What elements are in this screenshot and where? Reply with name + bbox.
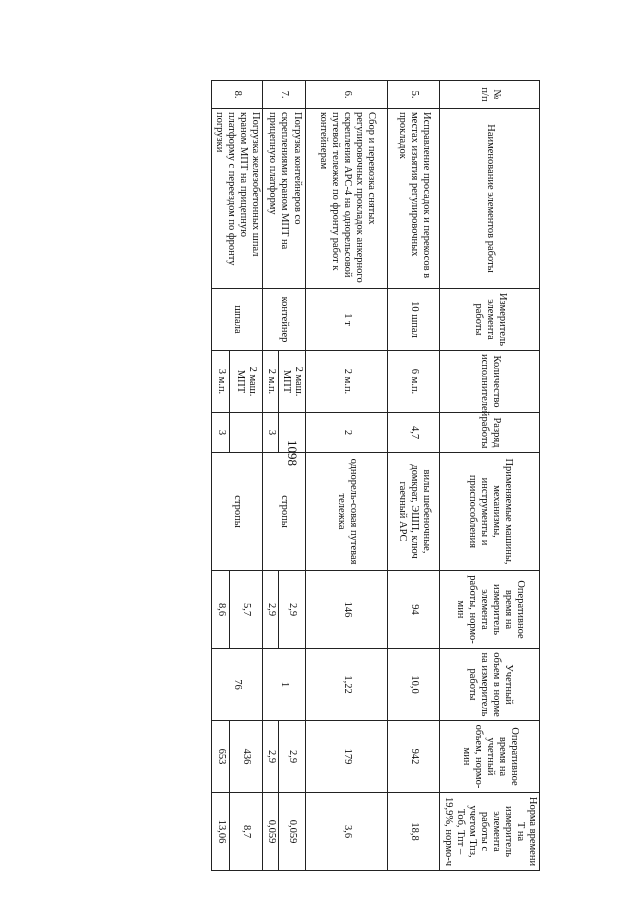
table-row [306, 81, 388, 871]
cell-workers: 6 м.п. [388, 351, 440, 413]
cell-unit: 10 шпал [388, 289, 440, 351]
cell-op-time: 2,9 [279, 571, 306, 649]
header-norm: Норма времени Т на измеритель элемента работы с учетом Тпз, Тоб, Тпт – 19,9%, нормо-ч [440, 793, 540, 871]
header-row [440, 81, 540, 871]
header-unit: Измеритель элемента работы [440, 289, 540, 351]
rotated-table-wrapper [214, 80, 540, 870]
work-norms-table [211, 80, 540, 871]
cell-norm: 0,059 [263, 793, 279, 871]
header-num: № п/п [440, 81, 540, 109]
cell-grade: 3 [263, 413, 279, 453]
cell-name: Сбор и перевозка снятых регулировочных прокладок анкерного скрепления АРС-4 на однорельсовой путевой тележке по фронту работ к контейнерам [306, 109, 388, 289]
cell-grade [229, 413, 262, 453]
cell-machines: вилы шебеночные, домкрат, ЭШП, ключ гаечный АРС [388, 453, 440, 571]
cell-op-time-volume: 2,9 [263, 721, 279, 793]
cell-op-time: 94 [388, 571, 440, 649]
cell-grade: 3 [212, 413, 230, 453]
cell-name: Погрузка контейнеров со скреплениями краном МПТ на прицепную платформу [263, 109, 306, 289]
cell-unit: 1 т [306, 289, 388, 351]
cell-volume: 1 [263, 649, 306, 721]
cell-op-time-volume: 436 [229, 721, 262, 793]
cell-norm: 0,059 [279, 793, 306, 871]
cell-op-time: 8,6 [212, 571, 230, 649]
cell-norm: 13,06 [212, 793, 230, 871]
cell-name: Исправление просадок и перекосов в местах изъятия регулировочных прокладок [388, 109, 440, 289]
header-volume: Учетный объем в норме на измеритель работы [440, 649, 540, 721]
cell-op-time-volume: 653 [212, 721, 230, 793]
cell-op-time-volume: 942 [388, 721, 440, 793]
table-row [229, 81, 262, 871]
page-number: 1098 [285, 440, 300, 466]
cell-op-time-volume: 179 [306, 721, 388, 793]
header-grade: Разряд работы [440, 413, 540, 453]
cell-workers: 2 м.п. [263, 351, 279, 413]
cell-unit: контейнер [263, 289, 306, 351]
cell-op-time: 146 [306, 571, 388, 649]
cell-grade: 2 [306, 413, 388, 453]
cell-unit: шпала [212, 289, 263, 351]
cell-workers: 3 м.п. [212, 351, 230, 413]
cell-num: 5. [388, 81, 440, 109]
header-op-time-volume: Оперативное время на учетный объем, нормо-мин [440, 721, 540, 793]
cell-op-time: 2,9 [263, 571, 279, 649]
cell-num: 6. [306, 81, 388, 109]
header-workers: Количество исполнителей [440, 351, 540, 413]
cell-op-time: 5,7 [229, 571, 262, 649]
cell-volume: 76 [212, 649, 263, 721]
cell-grade [279, 413, 306, 453]
cell-norm: 8,7 [229, 793, 262, 871]
cell-workers: 2 маш. МПТ [229, 351, 262, 413]
cell-workers: 2 м.п. [306, 351, 388, 413]
header-name: Наименование элементов работы [440, 109, 540, 289]
header-machines: Применяемые машины, механизмы, инструменты и приспособления [440, 453, 540, 571]
table-row [388, 81, 440, 871]
cell-workers: 2 маш. МПТ [279, 351, 306, 413]
cell-grade: 4,7 [388, 413, 440, 453]
cell-norm: 3,6 [306, 793, 388, 871]
cell-num: 8. [212, 81, 263, 109]
cell-name: Погрузка железобетонных шпал краном МПТ на прицепную платформу с переездом по фронту погрузки [212, 109, 263, 289]
cell-machines: стропы [263, 453, 306, 571]
cell-machines: стропы [212, 453, 263, 571]
cell-volume: 10,0 [388, 649, 440, 721]
cell-norm: 18,8 [388, 793, 440, 871]
table-row [279, 81, 306, 871]
cell-num: 7. [263, 81, 306, 109]
header-op-time: Оперативное время на измеритель элемента работы, нормо-мин [440, 571, 540, 649]
cell-op-time-volume: 2,9 [279, 721, 306, 793]
cell-volume: 1,22 [306, 649, 388, 721]
cell-machines: однорель-совая путевая тележка [306, 453, 388, 571]
